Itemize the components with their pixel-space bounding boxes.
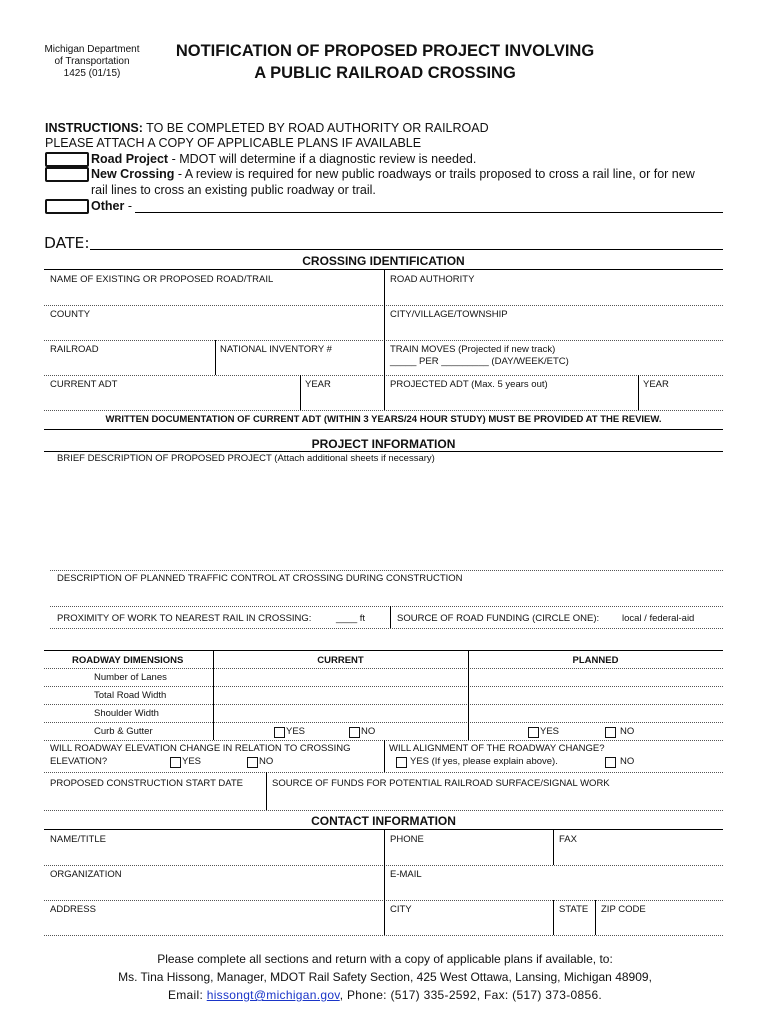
footer-email-prefix: Email: [167, 988, 207, 1002]
new-crossing-checkbox[interactable] [45, 167, 89, 182]
elevation-no-checkbox[interactable] [247, 757, 258, 768]
new-crossing-desc: - A review is required for new public roadways or trails proposed to cross a rail line, or for new [174, 167, 695, 181]
instructions-label: INSTRUCTIONS: [45, 121, 143, 135]
proximity-field[interactable]: PROXIMITY OF WORK TO NEAREST RAIL IN CROSSING: [57, 613, 312, 624]
road-funding-options[interactable]: local / federal-aid [622, 613, 695, 624]
road-project-checkbox[interactable] [45, 152, 89, 167]
date-line[interactable] [90, 249, 723, 250]
traffic-control-field[interactable]: DESCRIPTION OF PLANNED TRAFFIC CONTROL AT CROSSING DURING CONSTRUCTION [57, 573, 463, 584]
address-field[interactable]: ADDRESS [50, 904, 96, 915]
proximity-feet-field[interactable]: ____ ft [336, 613, 366, 624]
alignment-no-label: NO [620, 756, 635, 767]
form-number: 1425 (01/15) [63, 68, 121, 79]
alignment-yes-checkbox[interactable] [396, 757, 407, 768]
current-adt-year-field[interactable]: YEAR [305, 379, 331, 390]
shoulder-width-label: Shoulder Width [94, 708, 159, 719]
footer-phone-fax: , Phone: (517) 335-2592, Fax: (517) 373-0856. [339, 988, 603, 1002]
alignment-no-checkbox[interactable] [605, 757, 616, 768]
adt-documentation-notice: WRITTEN DOCUMENTATION OF CURRENT ADT (WITHIN 3 YEARS/24 HOUR STUDY) MUST BE PROVIDED AT THE REVIEW. [105, 414, 662, 425]
road-project-desc: - MDOT will determine if a diagnostic review is needed. [168, 152, 477, 166]
rail-funds-source-field[interactable]: SOURCE OF FUNDS FOR POTENTIAL RAILROAD SURFACE/SIGNAL WORK [272, 778, 610, 789]
roadway-dimensions-header: ROADWAY DIMENSIONS [72, 655, 184, 666]
footer-instruction: Please complete all sections and return with a copy of applicable plans if available, to: [157, 952, 613, 966]
road-authority-field[interactable]: ROAD AUTHORITY [390, 274, 475, 285]
curb-planned-no-label: NO [620, 726, 635, 737]
current-header: CURRENT [317, 655, 364, 666]
train-moves-field[interactable]: TRAIN MOVES (Projected if new track) [390, 344, 556, 355]
curb-current-no-label: NO [361, 726, 376, 737]
crossing-id-heading: CROSSING IDENTIFICATION [302, 254, 465, 268]
agency-block [30, 44, 154, 80]
city-field[interactable]: CITY [390, 904, 412, 915]
email-field[interactable]: E-MAIL [390, 869, 422, 880]
email-link[interactable]: hissongt@michigan.gov [206, 988, 340, 1002]
agency-name-line2: of Transportation [54, 56, 130, 67]
railroad-field[interactable]: RAILROAD [50, 344, 99, 355]
curb-planned-yes-label: YES [540, 726, 560, 737]
new-crossing-label: New Crossing [91, 167, 175, 181]
other-line[interactable] [135, 212, 723, 213]
road-project-option [91, 152, 476, 166]
projected-adt-field[interactable]: PROJECTED ADT (Max. 5 years out) [390, 379, 548, 390]
alignment-yes-label: YES (If yes, please explain above). [410, 756, 558, 767]
other-option [91, 199, 132, 213]
county-field[interactable]: COUNTY [50, 309, 91, 320]
curb-planned-no-checkbox[interactable] [605, 727, 616, 738]
organization-field[interactable]: ORGANIZATION [50, 869, 122, 880]
city-village-township-field[interactable]: CITY/VILLAGE/TOWNSHIP [390, 309, 508, 320]
curb-gutter-label: Curb & Gutter [94, 726, 153, 737]
curb-planned-yes-checkbox[interactable] [528, 727, 539, 738]
footer-contact [0, 988, 770, 1002]
instructions-line [45, 121, 489, 135]
elevation-question-line1: WILL ROADWAY ELEVATION CHANGE IN RELATION TO CROSSING [50, 743, 351, 754]
state-field[interactable]: STATE [559, 904, 589, 915]
curb-current-no-checkbox[interactable] [349, 727, 360, 738]
elevation-no-label: NO [259, 756, 274, 767]
road-name-field[interactable]: NAME OF EXISTING OR PROPOSED ROAD/TRAIL [50, 274, 274, 285]
start-date-field[interactable]: PROPOSED CONSTRUCTION START DATE [50, 778, 244, 789]
train-moves-line[interactable]: _____ PER _________ (DAY/WEEK/ETC) [390, 356, 569, 367]
current-adt-field[interactable]: CURRENT ADT [50, 379, 118, 390]
national-inventory-field[interactable]: NATIONAL INVENTORY # [220, 344, 332, 355]
instructions-text: TO BE COMPLETED BY ROAD AUTHORITY OR RAILROAD [146, 121, 489, 135]
phone-field[interactable]: PHONE [390, 834, 424, 845]
elevation-yes-checkbox[interactable] [170, 757, 181, 768]
elevation-yes-label: YES [182, 756, 202, 767]
curb-current-yes-label: YES [286, 726, 306, 737]
form-title [160, 40, 610, 84]
other-label: Other [91, 199, 125, 213]
date-label: DATE: [44, 234, 90, 252]
contact-info-heading: CONTACT INFORMATION [311, 814, 456, 828]
agency-name-line1: Michigan Department [44, 44, 140, 55]
form-title-line1: NOTIFICATION OF PROPOSED PROJECT INVOLVING [175, 42, 595, 60]
road-funding-label: SOURCE OF ROAD FUNDING (CIRCLE ONE): [397, 613, 600, 624]
form-title-line2: A PUBLIC RAILROAD CROSSING [254, 64, 516, 82]
brief-description-field[interactable]: BRIEF DESCRIPTION OF PROPOSED PROJECT (Attach additional sheets if necessary) [57, 453, 435, 464]
name-title-field[interactable]: NAME/TITLE [50, 834, 106, 845]
planned-header: PLANNED [572, 655, 619, 666]
curb-current-yes-checkbox[interactable] [274, 727, 285, 738]
projected-adt-year-field[interactable]: YEAR [643, 379, 669, 390]
alignment-question: WILL ALIGNMENT OF THE ROADWAY CHANGE? [389, 743, 605, 754]
new-crossing-desc-cont: rail lines to cross an existing public roadway or trail. [91, 183, 376, 197]
new-crossing-option [91, 167, 695, 181]
footer-address: Ms. Tina Hissong, Manager, MDOT Rail Safety Section, 425 West Ottawa, Lansing, Michigan 48909, [118, 970, 652, 984]
project-info-heading: PROJECT INFORMATION [311, 437, 456, 451]
road-project-label: Road Project [91, 152, 169, 166]
other-checkbox[interactable] [45, 199, 89, 214]
fax-field[interactable]: FAX [559, 834, 577, 845]
attach-plans-note: PLEASE ATTACH A COPY OF APPLICABLE PLANS IF AVAILABLE [45, 136, 422, 150]
other-desc: - [124, 199, 132, 213]
elevation-question-line2: ELEVATION? [50, 756, 108, 767]
zip-code-field[interactable]: ZIP CODE [601, 904, 646, 915]
total-road-width-label: Total Road Width [94, 690, 167, 701]
number-of-lanes-label: Number of Lanes [94, 672, 167, 683]
